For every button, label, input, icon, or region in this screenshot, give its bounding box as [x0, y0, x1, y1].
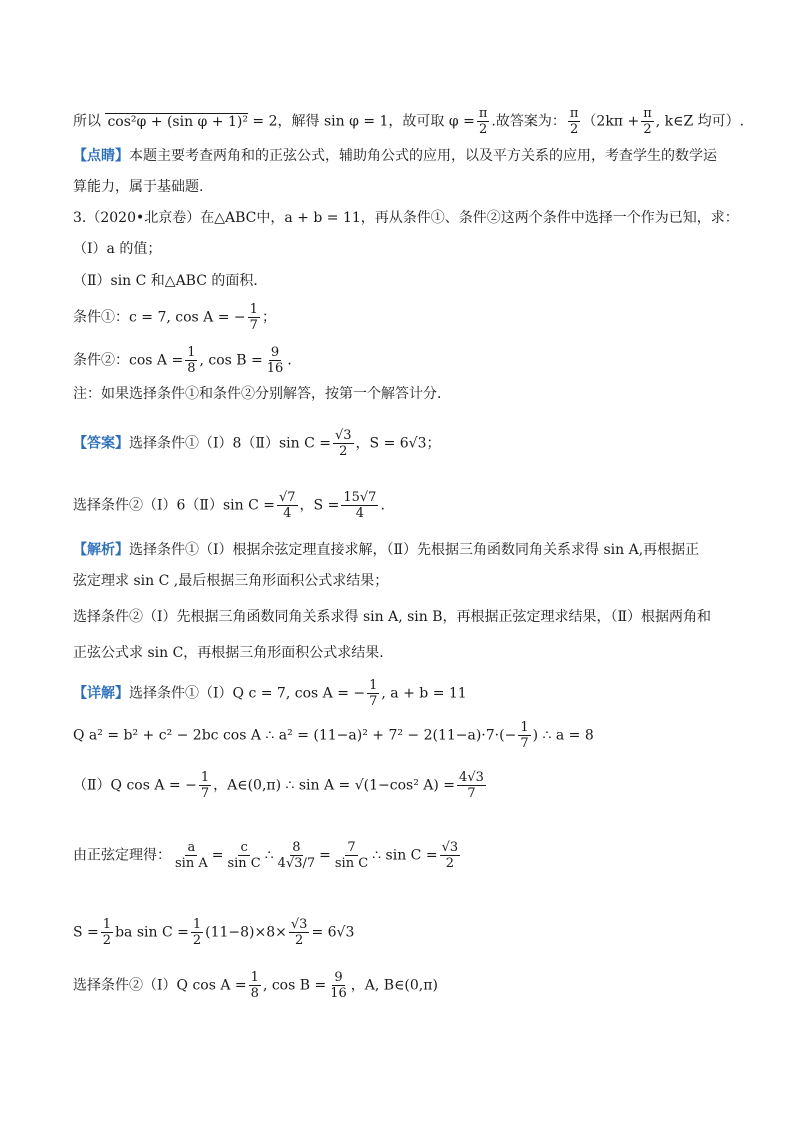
- line-13: 弦定理求 sin C ,最后根据三角形面积公式求结果；: [73, 573, 389, 589]
- line-2: 【点睛】本题主要考查两角和的正弦公式，辅助角公式的应用，以及平方关系的应用，考查学生的数学运: [73, 148, 717, 164]
- line-1: 所以 cos²φ + (sin φ + 1)² = 2，解得 sin φ = 1，故可取 φ = $\frac{\pi}{2}$ .故答案为： $\frac{\pi}{2}$ （2kπ + $\frac{\pi}{2}$ , k∈Z 均可）.: [73, 106, 745, 137]
- line-18: （Ⅱ）Q cos A = − $\frac{1}{7}$ ，A∈(0,π) ∴ sin A = √(1−cos² A) = $\frac{4√3}{7}$: [73, 770, 484, 801]
- line-19: 由正弦定理得： $\frac{a}{\text{sin A}}$ = $\frac{c}{\text{sin C}}$ ∴ $\frac{8}{4√3/7}$ = $\frac{7}{\text{sin C}}$ ∴ sin C = $\frac{√3}{2}$: [73, 840, 459, 871]
- line-4: 3.（2020•北京卷）在△ABC中，a + b = 11，再从条件①、条件②这两个条件中选择一个作为已知，求：: [73, 210, 739, 226]
- line-14: 选择条件②（Ⅰ）先根据三角函数同角关系求得 sin A, sin B，再根据正弦定理求结果，（Ⅱ）根据两角和: [73, 609, 712, 625]
- line-15: 正弦公式求 sin C，再根据三角形面积公式求结果.: [73, 645, 384, 661]
- line-17: Q a² = b² + c² − 2bc cos A ∴ a² = (11−a)² + 7² − 2(11−a)·7·(− $\frac{1}{7}$ ) ∴ a = 8: [73, 720, 594, 751]
- line-21: 选择条件②（Ⅰ）Q cos A = $\frac{1}{8}$ , cos B = $\frac{9}{16}$ ，A, B∈(0,π): [73, 970, 438, 1001]
- line-7: 条件①：c = 7, cos A = − $\frac{1}{7}$ ；: [73, 302, 276, 333]
- line-20: S = $\frac{1}{2}$ ba sin C = $\frac{1}{2}$ (11−8)×8× $\frac{√3}{2}$ = 6√3: [73, 917, 355, 948]
- line-9: 注：如果选择条件①和条件②分别解答，按第一个解答计分．: [73, 386, 451, 402]
- line-10: 【答案】选择条件①（Ⅰ）8（Ⅱ）sin C = $\frac{√3}{2}$ ，S = 6√3；: [73, 428, 441, 459]
- line-5: （Ⅰ）a 的值；: [73, 241, 162, 257]
- line-16: 【详解】选择条件①（Ⅰ）Q c = 7, cos A = − $\frac{1}{7}$ , a + b = 11: [73, 678, 467, 709]
- line-2-text: 本题主要考查两角和的正弦公式，辅助角公式的应用，以及平方关系的应用，考查学生的数学运: [129, 148, 717, 164]
- line-3: 算能力，属于基础题.: [73, 179, 204, 195]
- line-11: 选择条件②（Ⅰ）6（Ⅱ）sin C = $\frac{√7}{4}$ ，S = $\frac{15√7}{4}$ .: [73, 490, 385, 521]
- line-6: （Ⅱ）sin C 和△ABC 的面积．: [73, 273, 268, 289]
- line-12: 【解析】选择条件①（Ⅰ）根据余弦定理直接求解，（Ⅱ）先根据三角函数同角关系求得 sin A,再根据正: [73, 542, 700, 558]
- line-8: 条件②：cos A = $\frac{1}{8}$ , cos B = $\frac{9}{16}$ ．: [73, 345, 302, 376]
